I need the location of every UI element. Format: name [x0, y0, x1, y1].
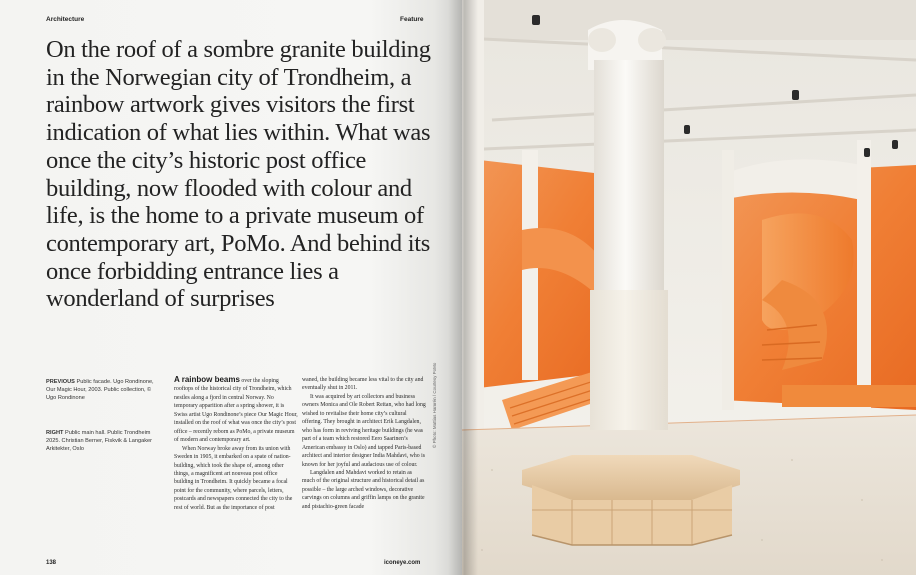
body-paragraph: [174, 376, 298, 445]
paragraph-text: over the sloping rooftops of the historical city of Trondheim, which nestles along a fjord in central Norway. No temporary apparition after a spring shower, it is Swiss artist Ugo Rondinone’s piece Our Magic Hour, installed on the roof of what was once the city’s post office – recently reborn as PoMo, a private museum of modern and contemporary art.: [174, 378, 298, 444]
caption-text: Public facade. Ugo Rondinone, Our Magic Hour, 2003. Public collection, © Ugo Rondinone: [46, 379, 154, 401]
category-label: Feature: [400, 16, 424, 23]
caption-right: [46, 429, 158, 453]
body-paragraph: When Norway broke away from its union with Sweden in 1905, it embarked on a spate of nation-building, which took the shape of, among other things, a magnificent art nouveau post office building in Trondheim. It quickly became a focal point for the community, where parcels, letters, postcards and newspapers connected the city to the rest of world. But as the importance of post: [174, 445, 293, 511]
body-paragraph: waned, the building became less vital to the city and eventually shut in 2011.: [302, 377, 424, 392]
headline: On the roof of a sombre granite building in the Norwegian city of Trondheim, a rainbow artwork gives visitors the first indication of what lies within. What was once the city’s historic post office building, now flooded with colour and life, is the home to a private museum of contemporary art, PoMo. And behind its once forbidding entrance lies a wonderland of surprises: [46, 36, 431, 313]
caption-label: PREVIOUS: [46, 379, 75, 385]
website-url: iconeye.com: [384, 560, 421, 566]
body-paragraph: It was acquired by art collectors and business owners Monica and Ole Robert Reitan, who had long wished to revitalise their home city’s cultural offering. They brought in architect Erik Langdalen, who has form in reviving heritage buildings (he was part of a team which restored Eero Saarinen’s American embassy in Oslo) and tapped Paris-based architect and interior designer India Mahdavi, who is known for her joyful and audacious use of colour.: [302, 393, 426, 468]
spine-gutter-shadow: [448, 0, 478, 575]
photo-credit: © Photo: Mattias Hamrén / Courtesy PoMo: [432, 362, 437, 448]
section-label: Architecture: [46, 16, 85, 23]
caption-label: RIGHT: [46, 430, 64, 436]
museum-hall-photo: [462, 0, 916, 575]
column: [588, 20, 668, 430]
body-column-2: [302, 376, 426, 511]
octagonal-bench: [522, 455, 740, 545]
right-page-photo: [462, 0, 916, 575]
page-number: 138: [46, 560, 57, 566]
body-column-1: [174, 376, 298, 512]
body-paragraph: Langdalen and Mahdavi worked to retain as much of the original structure and historical detail as possible – the large arched windows, decorative carvings on columns and griffin lamps on the granite and pistachio-green facade: [302, 469, 425, 510]
caption-text: Public main hall. Public Trondheim 2025. Christian Berner, Fiskvik & Langaker Arkitekter, Oslo: [46, 430, 153, 452]
caption-previous: [46, 378, 158, 402]
lead-in: A rainbow beams: [174, 375, 240, 384]
